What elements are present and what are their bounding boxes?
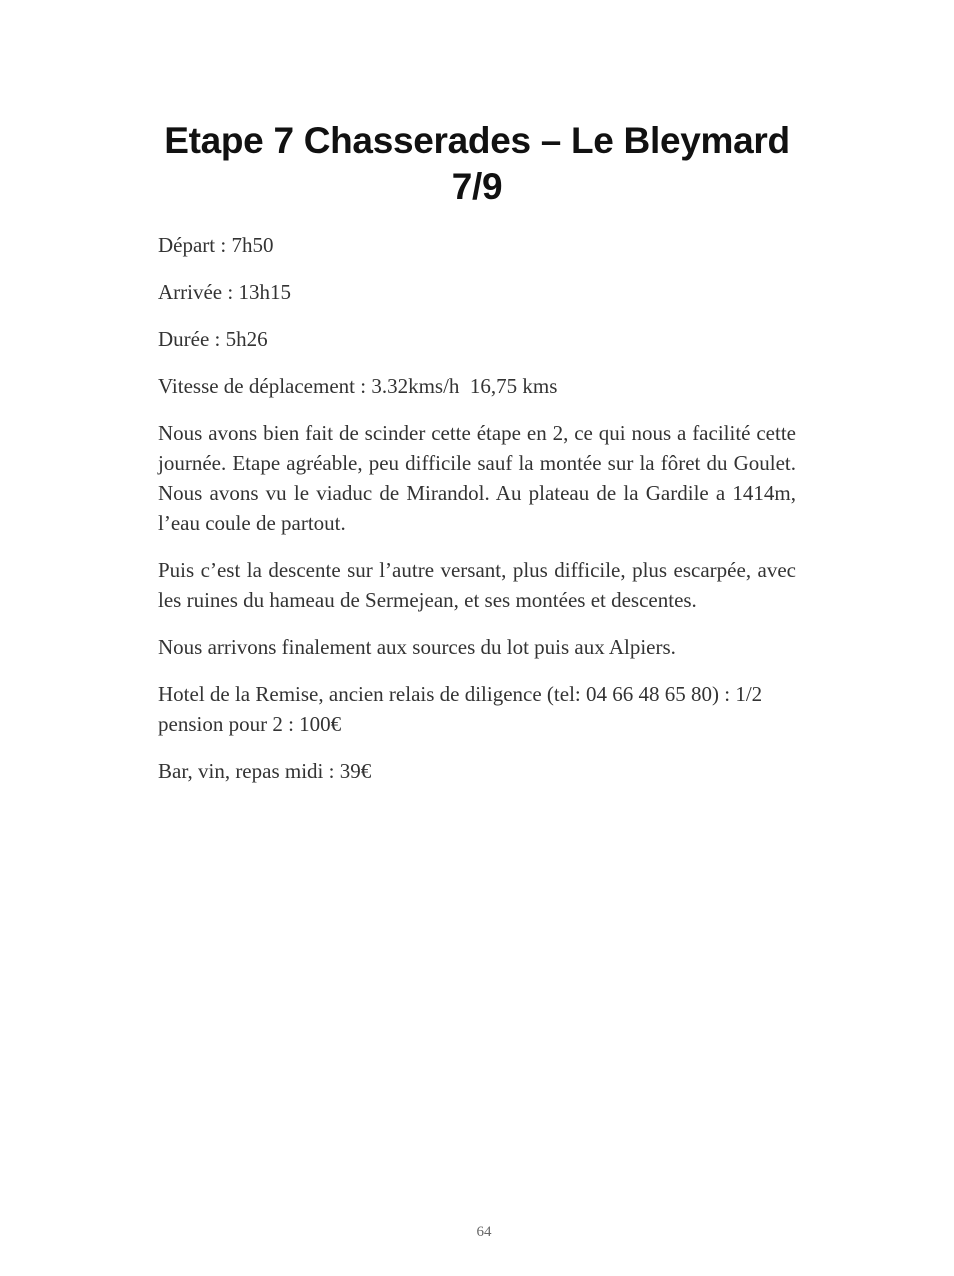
duree-line: Durée : 5h26: [158, 327, 268, 351]
page-title: [150, 118, 804, 210]
depart-line: Départ : 7h50: [158, 233, 274, 257]
page-number: 64: [476, 1224, 492, 1240]
title-line-2: 7/9: [451, 166, 503, 207]
arrivee-line: Arrivée : 13h15: [158, 280, 291, 304]
paragraph-2: Puis c’est la descente sur l’autre versant, plus difficile, plus escarpée, avec les ruines du hameau de Sermejean, et ses montées et descentes.: [158, 558, 796, 612]
paragraph-3: Nous arrivons finalement aux sources du lot puis aux Alpiers.: [158, 635, 676, 659]
title-line-1: Etape 7 Chasserades – Le Bleymard: [164, 120, 790, 161]
paragraph-1: Nous avons bien fait de scinder cette étape en 2, ce qui nous a facilité cette journée. Etape agréable, peu difficile sauf la montée sur la fôret du Goulet. Nous avons vu le viaduc de Mirandol. Au plateau de la Gardile a 1414m, l’eau coule de partout.: [158, 421, 796, 535]
paragraph-4: Hotel de la Remise, ancien relais de diligence (tel: 04 66 48 65 80) : 1/2 pension pour 2 : 100€: [158, 682, 763, 736]
paragraph-5: Bar, vin, repas midi : 39€: [158, 759, 372, 783]
vitesse-line: Vitesse de déplacement : 3.32kms/h 16,75 kms: [158, 374, 558, 398]
body-text: [158, 230, 796, 803]
